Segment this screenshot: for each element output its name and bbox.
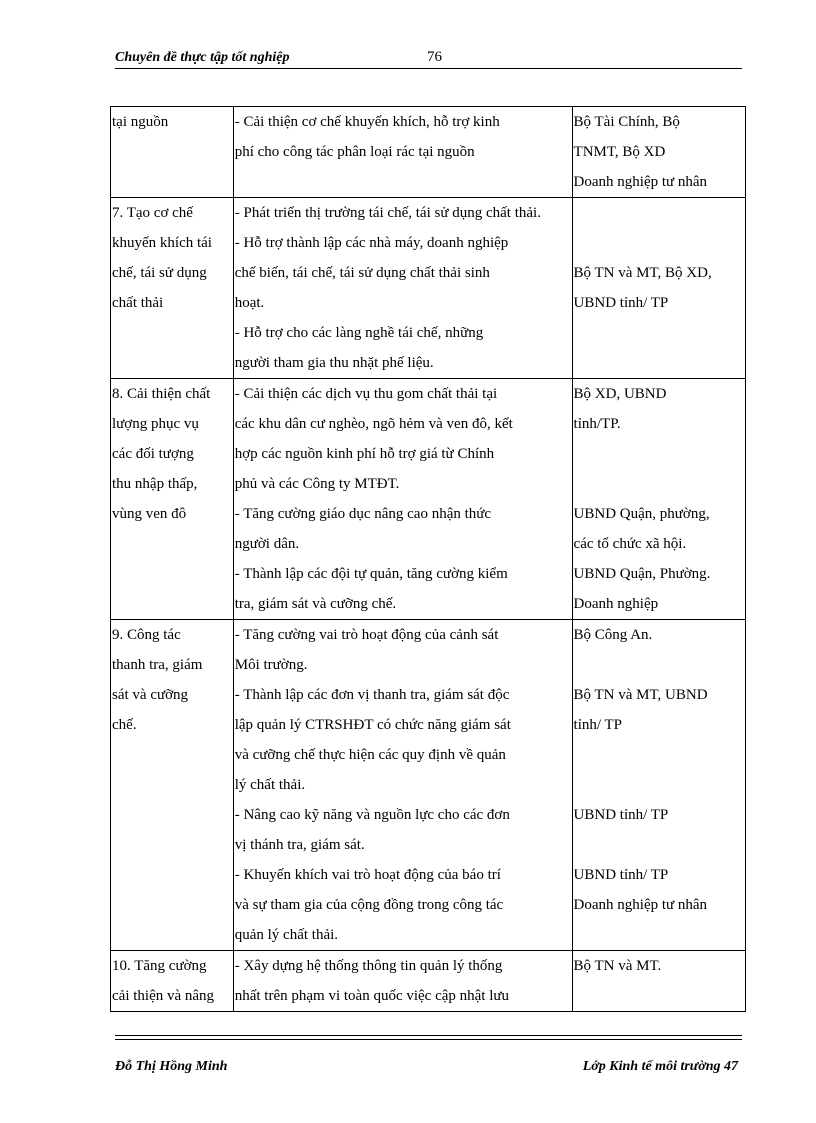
agency-line: Bộ XD, UBND (573, 386, 667, 402)
action-line: Môi trường. (234, 657, 308, 673)
agency-line: Doanh nghiệp (573, 596, 659, 612)
task-cell (111, 198, 234, 379)
action-line: và cưỡng chế thực hiện các quy định về quản (234, 747, 506, 763)
agency-line: tỉnh/ TP (573, 717, 623, 733)
page-header (115, 48, 742, 69)
footer-class: Lớp Kinh tế môi trường 47 (582, 1059, 738, 1074)
agency-line: tỉnh/TP. (573, 416, 621, 432)
action-line: người tham gia thu nhặt phế liệu. (234, 355, 434, 371)
task-line: tại nguồn (112, 114, 169, 130)
task-line: chế, tái sử dụng (112, 265, 207, 281)
action-line: hợp các nguồn kinh phí hỗ trợ giá từ Chính (234, 446, 495, 462)
action-line: - Cải thiện các dịch vụ thu gom chất thải tại (234, 386, 498, 402)
action-line: - Tăng cường vai trò hoạt động của cảnh sát (234, 627, 499, 643)
action-line: - Hỗ trợ thành lập các nhà máy, doanh nghiệp (234, 235, 509, 251)
task-cell (111, 107, 234, 198)
task-cell (111, 379, 234, 620)
blank-line (574, 770, 744, 800)
blank-line (574, 830, 744, 860)
action-line: người dân. (234, 536, 300, 552)
action-line: và sự tham gia của cộng đồng trong công tác (234, 897, 504, 913)
action-line: hoạt. (234, 295, 265, 311)
task-line: sát và cưỡng (112, 687, 189, 703)
page-number: 76 (427, 49, 442, 65)
task-line: chế. (112, 717, 137, 733)
agency-line: UBND tỉnh/ TP (573, 807, 669, 823)
task-line: khuyến khích tái (112, 235, 212, 251)
agency-line: TNMT, Bộ XD (573, 144, 666, 160)
actions-cell (233, 379, 572, 620)
task-cell (111, 620, 234, 951)
agency-cell (572, 951, 745, 1012)
footer-divider (115, 1035, 742, 1040)
agency-line: Bộ TN và MT, UBND (573, 687, 708, 703)
task-cell (111, 951, 234, 1012)
blank-line (574, 740, 744, 770)
agency-line: Bộ Công An. (573, 627, 653, 643)
blank-line (574, 439, 744, 469)
table-row (111, 951, 746, 1012)
agency-cell (572, 198, 745, 379)
action-line: - Hỗ trợ cho các làng nghề tái chế, những (234, 325, 484, 341)
agency-line: Bộ TN và MT. (573, 958, 662, 974)
task-line: lượng phục vụ (112, 416, 199, 432)
task-line: cải thiện và nâng (112, 988, 215, 1004)
agency-line: các tổ chức xã hội. (573, 536, 687, 552)
action-line: - Cải thiện cơ chế khuyến khích, hỗ trợ kinh (234, 114, 500, 130)
action-line: tra, giám sát và cưỡng chế. (234, 596, 397, 612)
blank-line (574, 650, 744, 680)
agency-cell (572, 379, 745, 620)
action-plan-table (110, 106, 746, 1012)
task-line: 10. Tăng cường (112, 958, 207, 974)
agency-line: UBND Quận, phường, (573, 506, 710, 522)
task-line: 9. Công tác (112, 627, 181, 643)
actions-cell (233, 198, 572, 379)
action-line: nhất trên phạm vi toàn quốc việc cập nhật lưu (234, 988, 510, 1004)
action-line: - Khuyến khích vai trò hoạt động của báo trí (234, 867, 501, 883)
action-line: - Thành lập các đội tự quản, tăng cường kiểm (234, 566, 508, 582)
agency-cell (572, 620, 745, 951)
table-row (111, 379, 746, 620)
agency-line: Doanh nghiệp tư nhân (573, 897, 708, 913)
action-line: - Nâng cao kỹ năng và nguồn lực cho các đơn (234, 807, 510, 823)
table-row (111, 620, 746, 951)
table-body (111, 107, 746, 1012)
task-line: thu nhập thấp, (112, 476, 198, 492)
document-title: Chuyên đề thực tập tốt nghiệp (115, 50, 290, 65)
action-line: - Xây dựng hệ thống thông tin quản lý thống (234, 958, 503, 974)
task-line: chất thải (112, 295, 164, 311)
actions-cell (233, 951, 572, 1012)
task-line: 7. Tạo cơ chế (112, 205, 193, 221)
agency-cell (572, 107, 745, 198)
task-line: thanh tra, giám (112, 657, 203, 673)
action-line: lập quản lý CTRSHĐT có chức năng giám sát (234, 717, 511, 733)
agency-line: UBND tỉnh/ TP (573, 867, 669, 883)
blank-line (574, 469, 744, 499)
table-row (111, 198, 746, 379)
action-line: - Tăng cường giáo dục nâng cao nhận thức (234, 506, 492, 522)
agency-line: Bộ Tài Chính, Bộ (573, 114, 680, 130)
action-line: vị thánh tra, giám sát. (234, 837, 365, 853)
agency-line: UBND tỉnh/ TP (573, 295, 669, 311)
agency-line: Doanh nghiệp tư nhân (573, 174, 708, 190)
task-line: các đối tượng (112, 446, 194, 462)
action-line: lý chất thải. (234, 777, 306, 793)
blank-line (574, 198, 744, 228)
task-line: vùng ven đô (112, 506, 187, 522)
action-line: - Phát triển thị trường tái chế, tái sử dụng chất thải. (234, 205, 541, 221)
agency-line: Bộ TN và MT, Bộ XD, (573, 265, 712, 281)
action-line: - Thành lập các đơn vị thanh tra, giám sát độc (234, 687, 510, 703)
action-line: phí cho công tác phân loại rác tại nguồn (234, 144, 475, 160)
task-line: 8. Cải thiện chất (112, 386, 211, 402)
actions-cell (233, 107, 572, 198)
actions-cell (233, 620, 572, 951)
action-line: các khu dân cư nghèo, ngõ hẻm và ven đô, kết (234, 416, 513, 432)
action-line: quản lý chất thải. (234, 927, 339, 943)
agency-line: UBND Quận, Phường. (573, 566, 711, 582)
footer-author: Đỗ Thị Hồng Minh (115, 1059, 228, 1074)
action-line: chế biến, tái chế, tái sử dụng chất thải sinh (234, 265, 490, 281)
table-row (111, 107, 746, 198)
action-line: phủ và các Công ty MTĐT. (234, 476, 400, 492)
blank-line (574, 228, 744, 258)
